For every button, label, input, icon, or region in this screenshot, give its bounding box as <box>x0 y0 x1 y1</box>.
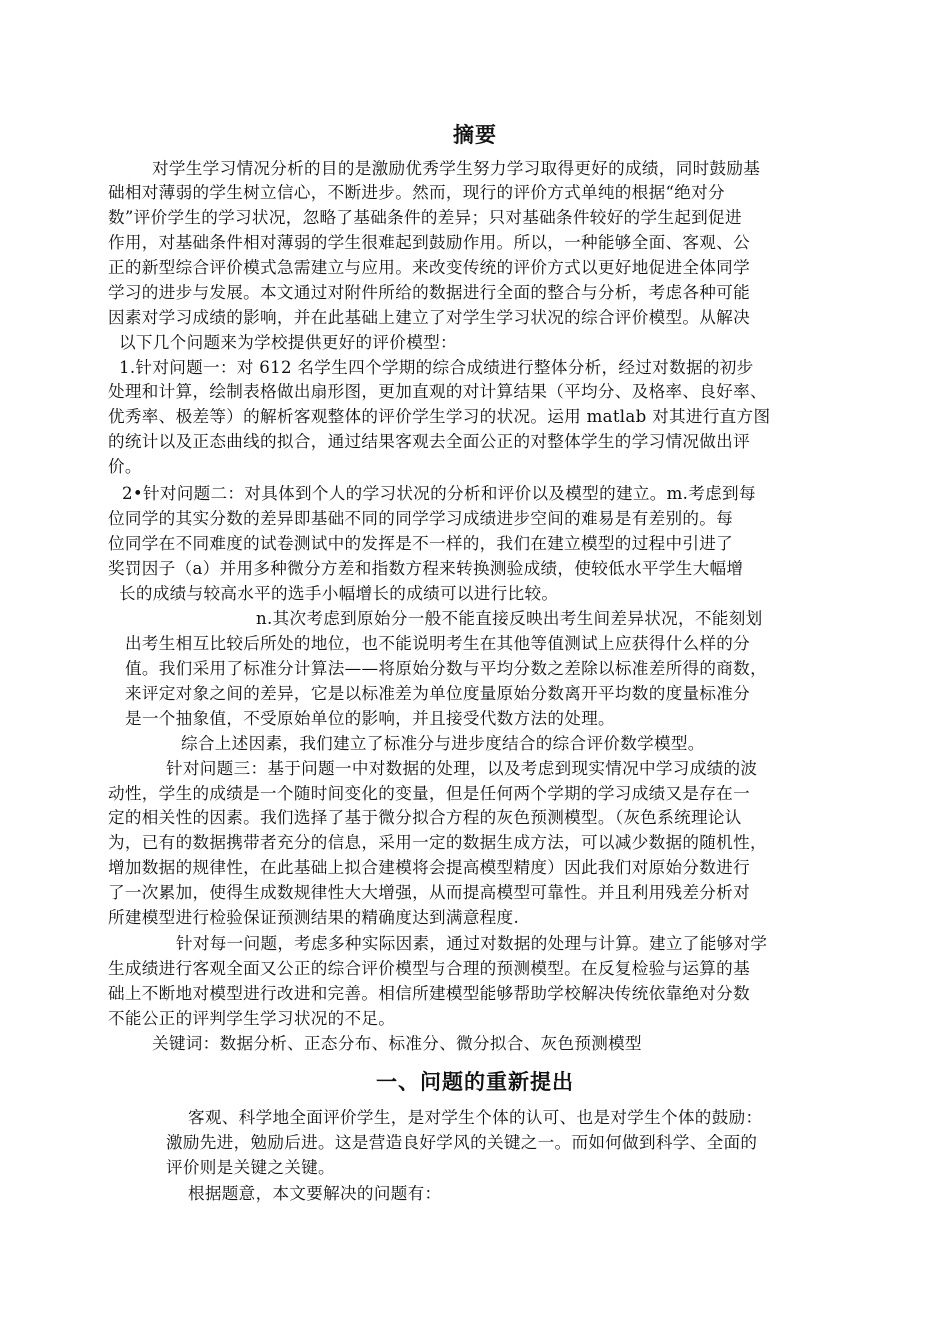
abstract-line: 价。 <box>108 457 142 476</box>
abstract-line: 定的相关性的因素。我们选择了基于微分拟合方程的灰色预测模型。（灰色系统理论认 <box>108 808 742 827</box>
abstract-line: 针对问题三：基于问题一中对数据的处理，以及考虑到现实情况中学习成绩的波 <box>166 759 758 778</box>
abstract-line: 奖罚因子（a）并用多种微分方差和指数方程来转换测验成绩，使较低水平学生大幅增 <box>108 559 744 578</box>
abstract-line: 2•针对问题二：对具体到个人的学习状况的分析和评价以及模型的建立。m.考虑到每 <box>122 484 756 503</box>
abstract-line: 生成绩进行客观全面又公正的综合评价模型与合理的预测模型。在反复检验与运算的基 <box>108 959 750 978</box>
abstract-line: 处理和计算，绘制表格做出扇形图，更加直观的对计算结果（平均分、及格率、良好率、 <box>108 382 767 401</box>
abstract-line: 动性，学生的成绩是一个随时间变化的变量，但是任何两个学期的学习成绩又是存在一 <box>108 784 750 803</box>
abstract-line: 长的成绩与较高水平的选手小幅增长的成绩可以进行比较。 <box>119 584 559 603</box>
abstract-line: 优秀率、极差等）的解析客观整体的评价学生学习的状况。运用 matlab 对其进行直方图 <box>108 407 771 426</box>
abstract-line: 增加数据的规律性，在此基础上拟合建模将会提高模型精度）因此我们对原始分数进行 <box>108 858 750 877</box>
abstract-line: 数”评价学生的学习状况，忽略了基础条件的差异；只对基础条件较好的学生起到促进 <box>108 208 742 227</box>
section-line: 评价则是关键之关键。 <box>166 1158 335 1177</box>
abstract-line: 为，已有的数据携带者充分的信息，采用一定的数据生成方法，可以减少数据的随机性， <box>108 833 767 852</box>
abstract-line: 出考生相互比较后所处的地位，也不能说明考生在其他等值测试上应获得什么样的分 <box>125 634 751 653</box>
abstract-line: 础上不断地对模型进行改进和完善。相信所建模型能够帮助学校解决传统依靠绝对分数 <box>108 984 750 1003</box>
abstract-line: 不能公正的评判学生学习状况的不足。 <box>108 1009 396 1028</box>
abstract-line: 来评定对象之间的差异，它是以标准差为单位度量原始分数离开平均数的度量标准分 <box>125 684 751 703</box>
abstract-heading: 摘要 <box>453 123 497 147</box>
keywords-line: 关键词：数据分析、正态分布、标准分、微分拟合、灰色预测模型 <box>152 1034 642 1053</box>
abstract-line: 因素对学习成绩的影响，并在此基础上建立了对学生学习状况的综合评价模型。从解决 <box>108 308 750 327</box>
abstract-line: 是一个抽象值，不受原始单位的影响，并且接受代数方法的处理。 <box>125 709 615 728</box>
abstract-line: 值。我们采用了标准分计算法——将原始分数与平均分数之差除以标准差所得的商数， <box>125 659 767 678</box>
section-line: 根据题意，本文要解决的问题有： <box>188 1184 442 1203</box>
abstract-line: 了一次累加，使得生成数规律性大大增强，从而提高模型可靠性。并且利用残差分析对 <box>108 883 750 902</box>
abstract-line: 正的新型综合评价模式急需建立与应用。来改变传统的评价方式以更好地促进全体同学 <box>108 258 750 277</box>
abstract-line: 学习的进步与发展。本文通过对附件所给的数据进行全面的整合与分析，考虑各种可能 <box>108 283 750 302</box>
abstract-line: 础相对薄弱的学生树立信心，不断进步。然而，现行的评价方式单纯的根据“绝对分 <box>108 183 725 202</box>
section-line: 客观、科学地全面评价学生，是对学生个体的认可、也是对学生个体的鼓励： <box>188 1108 763 1127</box>
abstract-line: n.其次考虑到原始分一般不能直接反映出考生间差异状况，不能刻划 <box>256 609 763 628</box>
abstract-line: 针对每一问题，考虑多种实际因素，通过对数据的处理与计算。建立了能够对学 <box>176 934 768 953</box>
section-line: 激励先进，勉励后进。这是营造良好学风的关键之一。而如何做到科学、全面的 <box>166 1133 758 1152</box>
abstract-line: 所建模型进行检验保证预测结果的精确度达到满意程度. <box>108 908 520 927</box>
abstract-line: 作用，对基础条件相对薄弱的学生很难起到鼓励作用。所以，一种能够全面、客观、公 <box>108 233 750 252</box>
abstract-line: 以下几个问题来为学校提供更好的评价模型： <box>119 333 457 352</box>
abstract-line: 1.针对问题一：对 612 名学生四个学期的综合成绩进行整体分析，经过对数据的初步 <box>119 358 754 377</box>
abstract-line: 的统计以及正态曲线的拟合，通过结果客观去全面公正的对整体学生的学习情况做出评 <box>108 432 750 451</box>
abstract-line: 对学生学习情况分析的目的是激励优秀学生努力学习取得更好的成绩，同时鼓励基 <box>152 159 761 178</box>
abstract-line: 综合上述因素，我们建立了标准分与进步度结合的综合评价数学模型。 <box>181 734 705 753</box>
abstract-line: 位同学的其实分数的差异即基础不同的同学学习成绩进步空间的难易是有差别的。每 <box>108 509 734 528</box>
abstract-line: 位同学在不同难度的试卷测试中的发挥是不一样的，我们在建立模型的过程中引进了 <box>108 534 734 553</box>
section-heading: 一、问题的重新提出 <box>376 1070 574 1094</box>
